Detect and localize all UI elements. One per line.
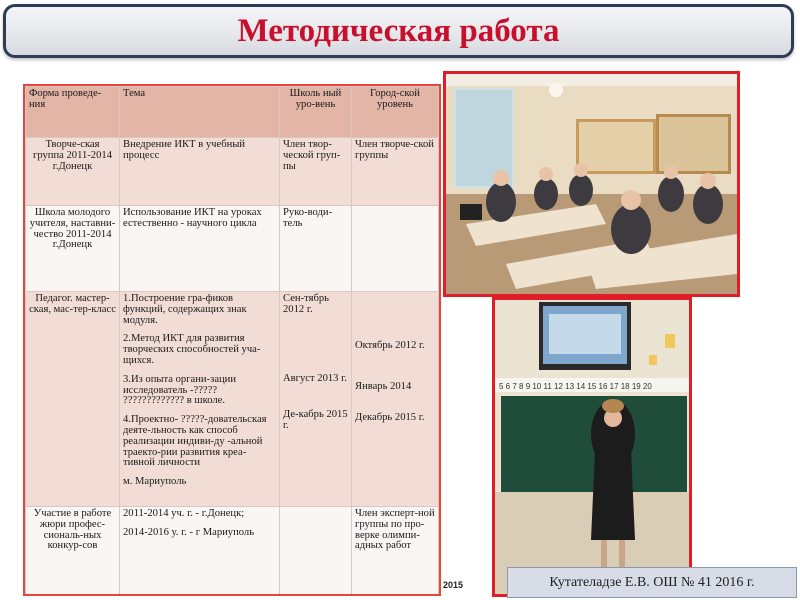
date-item: Декабрь 2015 г. — [355, 411, 425, 423]
date-item: Октябрь 2012 г. — [355, 340, 425, 351]
date-item: Сен-тябрь 2012 г. — [283, 293, 329, 315]
cell-city: Член эксперт-ной группы по про-верке олимпи-адных работ — [352, 507, 439, 597]
date-item: Август 2013 г. — [283, 372, 347, 384]
teacher-presenting-photo — [492, 297, 692, 597]
table-row — [26, 292, 439, 507]
cell-school: Член твор-ческой груп-пы — [280, 138, 352, 206]
cell-city-empty — [352, 206, 439, 292]
cell-form: Участие в работе жюри профес-сиональ-ных конкур-сов — [26, 507, 120, 597]
cell-topic: Использование ИКТ на уроках естественно - научного цикла — [120, 206, 280, 292]
col-header-form: Форма проведе-ния — [26, 87, 120, 138]
table-row — [26, 507, 439, 597]
table-row — [26, 206, 439, 292]
date-item: Де-кабрь 2015 г. — [283, 409, 348, 432]
cell-topic: Внедрение ИКТ в учебный процесс — [120, 138, 280, 206]
topic-item: 3.Из опыта органи-зации исследователь -????? ????????????? в школе. — [123, 373, 237, 407]
cell-form: Школа молодого учителя, наставни-чество 2011-2014 г.Донецк — [26, 206, 120, 292]
work-table — [25, 86, 439, 596]
date-item: Январь 2014 — [355, 380, 412, 392]
cell-school — [280, 292, 352, 507]
cell-form: Творче-ская группа 2011-2014 г.Донецк — [26, 138, 120, 206]
classroom-seminar-photo — [443, 71, 740, 297]
col-header-city: Город-ской уровень — [352, 87, 439, 138]
cell-school: Руко-води-тель — [280, 206, 352, 292]
classroom-seminar-illustration — [446, 74, 737, 294]
page-title: Методическая работа — [237, 12, 560, 49]
methodical-work-table — [23, 84, 441, 596]
cell-school-empty — [280, 507, 352, 597]
topic-item: 2014-2016 у. г. - г Мариуполь — [123, 526, 255, 538]
cell-city: Член творче-ской группы — [352, 138, 439, 206]
topic-item: 1.Построение гра-фиков функций, содержащих знак модуля. — [123, 293, 247, 326]
year-mark: 2015 — [443, 580, 464, 590]
table-header-row — [26, 87, 439, 138]
teacher-presenting-illustration — [495, 300, 689, 594]
title-banner — [3, 4, 794, 58]
number-line-text: 5 6 7 8 9 10 11 12 13 14 15 16 17 18 19 20 — [499, 382, 652, 391]
table-row — [26, 138, 439, 206]
cell-form: Педагог. мастер-ская, мас-тер-класс — [26, 292, 120, 507]
col-header-school: Школь ный уро-вень — [280, 87, 352, 138]
cell-topic — [120, 507, 280, 597]
topic-item: 2.Метод ИКТ для развития творческих способностей уча-щихся. — [123, 333, 261, 366]
topic-item: 2011-2014 уч. г. - г.Донецк; — [123, 508, 245, 519]
cell-topic — [120, 292, 280, 507]
col-header-topic: Тема — [120, 87, 280, 138]
topic-item: 4.Проектно- ?????-довательская деяте-льность как способ реализации индиви-ду -альной траекто-рии развития креа-тивной личности — [123, 414, 267, 469]
author-caption: Кутателадзе Е.В. ОШ № 41 2016 г. — [507, 567, 797, 598]
topic-item: м. Мариуполь — [123, 476, 187, 488]
cell-city — [352, 292, 439, 507]
